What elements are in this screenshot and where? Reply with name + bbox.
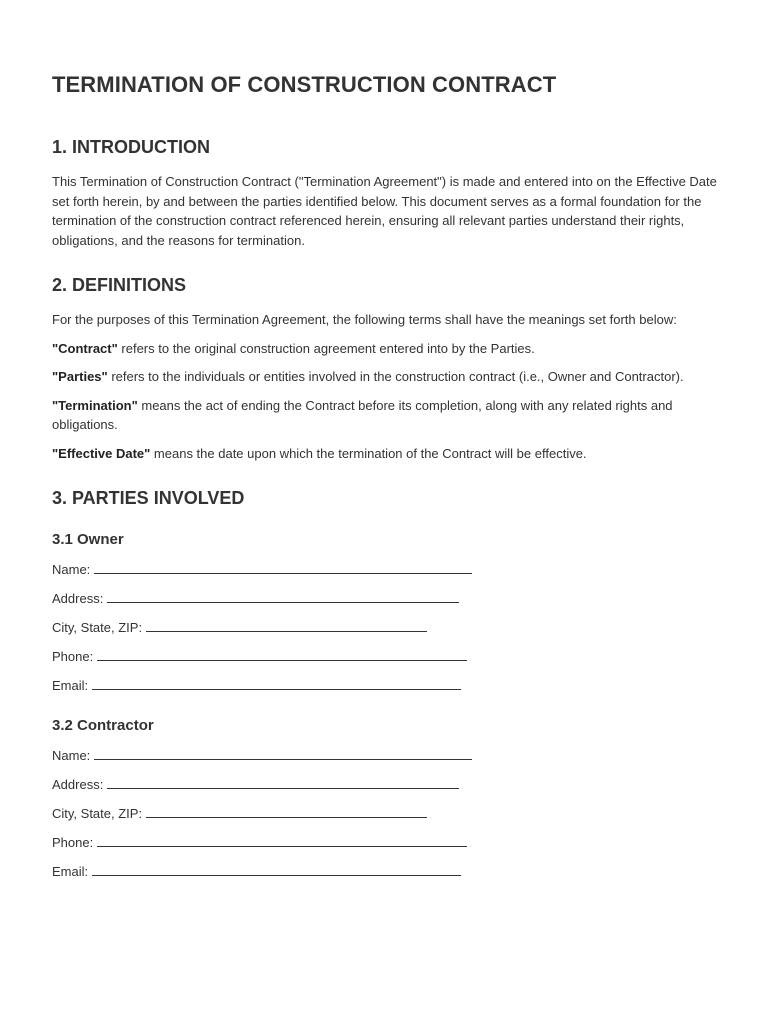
field-label: Name:: [52, 748, 91, 763]
owner-city-state-zip-field[interactable]: [52, 618, 724, 637]
field-label: Name:: [52, 562, 91, 577]
subheading-owner: 3.1 Owner: [52, 531, 124, 548]
owner-name-field[interactable]: [52, 560, 724, 579]
definition-text: refers to the original construction agreement entered into by the Parties.: [117, 340, 535, 356]
definition-effective-date: [52, 444, 724, 464]
contractor-phone-field[interactable]: [52, 833, 724, 852]
owner-phone-field[interactable]: [52, 647, 724, 666]
document-title: TERMINATION OF CONSTRUCTION CONTRACT: [52, 72, 557, 97]
field-label: Email:: [52, 678, 89, 693]
field-label: Address:: [52, 591, 104, 606]
definitions-intro-paragraph: For the purposes of this Termination Agreement, the following terms shall have the meanings set forth below:: [52, 312, 677, 327]
contractor-phone-blank[interactable]: [97, 835, 467, 847]
contractor-name-blank[interactable]: [94, 748, 472, 760]
field-label: Phone:: [52, 835, 94, 850]
owner-address-blank[interactable]: [107, 591, 459, 603]
contractor-name-field[interactable]: [52, 746, 724, 765]
contractor-city-state-zip-blank[interactable]: [146, 806, 427, 818]
section-heading-definitions: 2. DEFINITIONS: [52, 275, 187, 295]
section-heading-parties: 3. PARTIES INVOLVED: [52, 488, 245, 508]
owner-phone-blank[interactable]: [97, 649, 467, 661]
field-label: City, State, ZIP:: [52, 806, 143, 821]
field-label: Address:: [52, 777, 104, 792]
owner-email-blank[interactable]: [92, 678, 461, 690]
definition-term: "Termination": [52, 397, 138, 413]
definition-termination: [52, 396, 724, 435]
owner-name-blank[interactable]: [94, 562, 472, 574]
field-label: City, State, ZIP:: [52, 620, 143, 635]
document-content: [52, 70, 724, 881]
definition-term: "Effective Date": [52, 445, 151, 461]
definition-text: refers to the individuals or entities involved in the construction contract (i.e., Owner and Contractor).: [107, 369, 684, 384]
field-label: Email:: [52, 864, 89, 879]
definition-contract: [52, 339, 724, 359]
subheading-contractor: 3.2 Contractor: [52, 717, 154, 734]
contractor-email-blank[interactable]: [92, 864, 461, 876]
definition-parties: [52, 367, 724, 387]
owner-address-field[interactable]: [52, 589, 724, 608]
contractor-address-blank[interactable]: [107, 777, 459, 789]
contractor-address-field[interactable]: [52, 775, 724, 794]
owner-city-state-zip-blank[interactable]: [146, 620, 427, 632]
introduction-paragraph: This Termination of Construction Contract ("Termination Agreement") is made and entered into on the Effective Date set forth herein, by and between the parties identified below. This document serves as a formal foundation for the termination of the construction contract referenced herein, ensuring all relevant parties understand their rights, obligations, and the reasons for termination.: [52, 174, 717, 248]
definition-text: means the act of ending the Contract before its completion, along with any related rights and obligations.: [52, 397, 673, 432]
field-label: Phone:: [52, 649, 94, 664]
contractor-email-field[interactable]: [52, 862, 724, 881]
owner-email-field[interactable]: [52, 676, 724, 695]
section-heading-introduction: 1. INTRODUCTION: [52, 137, 211, 157]
definition-term: "Contract": [52, 340, 118, 356]
definition-term: "Parties": [52, 369, 108, 384]
definition-text: means the date upon which the termination of the Contract will be effective.: [150, 445, 587, 461]
contractor-city-state-zip-field[interactable]: [52, 804, 724, 823]
